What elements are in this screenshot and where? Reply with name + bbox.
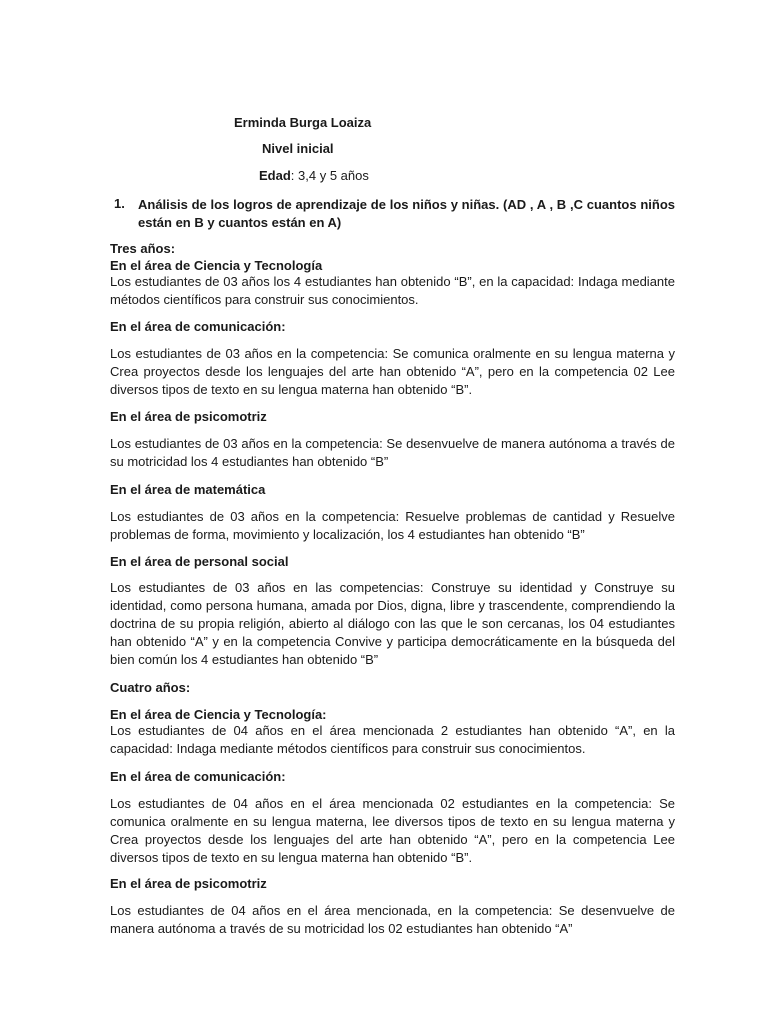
question-text: Análisis de los logros de aprendizaje de los niños y niñas. (AD , A , B ,C cuantos niños están en B y cuantos están en A) bbox=[138, 197, 675, 230]
area-title: En el área de psicomotriz bbox=[110, 409, 267, 424]
section-title-three-years: Tres años: bbox=[110, 241, 176, 256]
area-paragraph: Los estudiantes de 04 años en el área mencionada, en la competencia: Se desenvuelve de manera autónoma a través de su motricidad los 02 estudiantes han obtenido “A” bbox=[110, 903, 675, 936]
area-paragraph: Los estudiantes de 03 años en la competencia: Se comunica oralmente en su lengua materna y Crea proyectos desde los lenguajes del arte han obtenido “A”, pero en la competencia 02 Lee diversos tipos de texto en su lengua materna han obtenido “B”. bbox=[110, 346, 675, 397]
age-line bbox=[259, 168, 369, 183]
area-title: En el área de Ciencia y Tecnología bbox=[110, 258, 323, 273]
area-title: En el área de personal social bbox=[110, 554, 289, 569]
area-paragraph: Los estudiantes de 03 años los 4 estudiantes han obtenido “B”, en la capacidad: Indaga mediante métodos científicos para construir sus conocimientos. bbox=[110, 274, 675, 307]
age-label: Edad bbox=[259, 168, 291, 183]
area-title: En el área de matemática bbox=[110, 482, 266, 497]
question-number: 1. bbox=[114, 196, 125, 211]
area-paragraph: Los estudiantes de 04 años en el área mencionada 02 estudiantes en la competencia: Se comunica oralmente en su lengua materna, lee diversos tipos de texto en su lengua materna y Crea proyectos desde los lenguajes del arte han obtenido “A”, pero en la competencia Lee diversos tipos de texto en su lengua materna han obtenido “B”. bbox=[110, 796, 675, 865]
area-title: En el área de Ciencia y Tecnología: bbox=[110, 707, 327, 722]
section-title-four-years: Cuatro años: bbox=[110, 680, 191, 695]
age-value: : 3,4 y 5 años bbox=[290, 168, 369, 183]
area-paragraph: Los estudiantes de 04 años en el área mencionada 2 estudiantes han obtenido “A”, en la capacidad: Indaga mediante métodos científicos para construir sus conocimientos. bbox=[110, 723, 675, 756]
area-title: En el área de psicomotriz bbox=[110, 876, 267, 891]
education-level: Nivel inicial bbox=[262, 141, 334, 156]
area-title: En el área de comunicación: bbox=[110, 319, 286, 334]
area-paragraph: Los estudiantes de 03 años en las competencias: Construye su identidad y Construye su identidad, como persona humana, amada por Dios, digna, libre y trascendente, comprendiendo la doctrina de su propia religión, abierto al diálogo con las que le son cercanas, los 04 estudiantes han obtenido “A” y en la competencia Convive y participa democráticamente en la búsqueda del bien común los 4 estudiantes han obtenido “B” bbox=[110, 580, 675, 667]
area-paragraph: Los estudiantes de 03 años en la competencia: Se desenvuelve de manera autónoma a través de su motricidad los 4 estudiantes han obtenido “B” bbox=[110, 436, 675, 469]
author-name: Erminda Burga Loaiza bbox=[234, 115, 372, 130]
area-title: En el área de comunicación: bbox=[110, 769, 286, 784]
area-paragraph: Los estudiantes de 03 años en la competencia: Resuelve problemas de cantidad y Resuelve problemas de forma, movimiento y localización, los 4 estudiantes han obtenido “B” bbox=[110, 509, 675, 542]
